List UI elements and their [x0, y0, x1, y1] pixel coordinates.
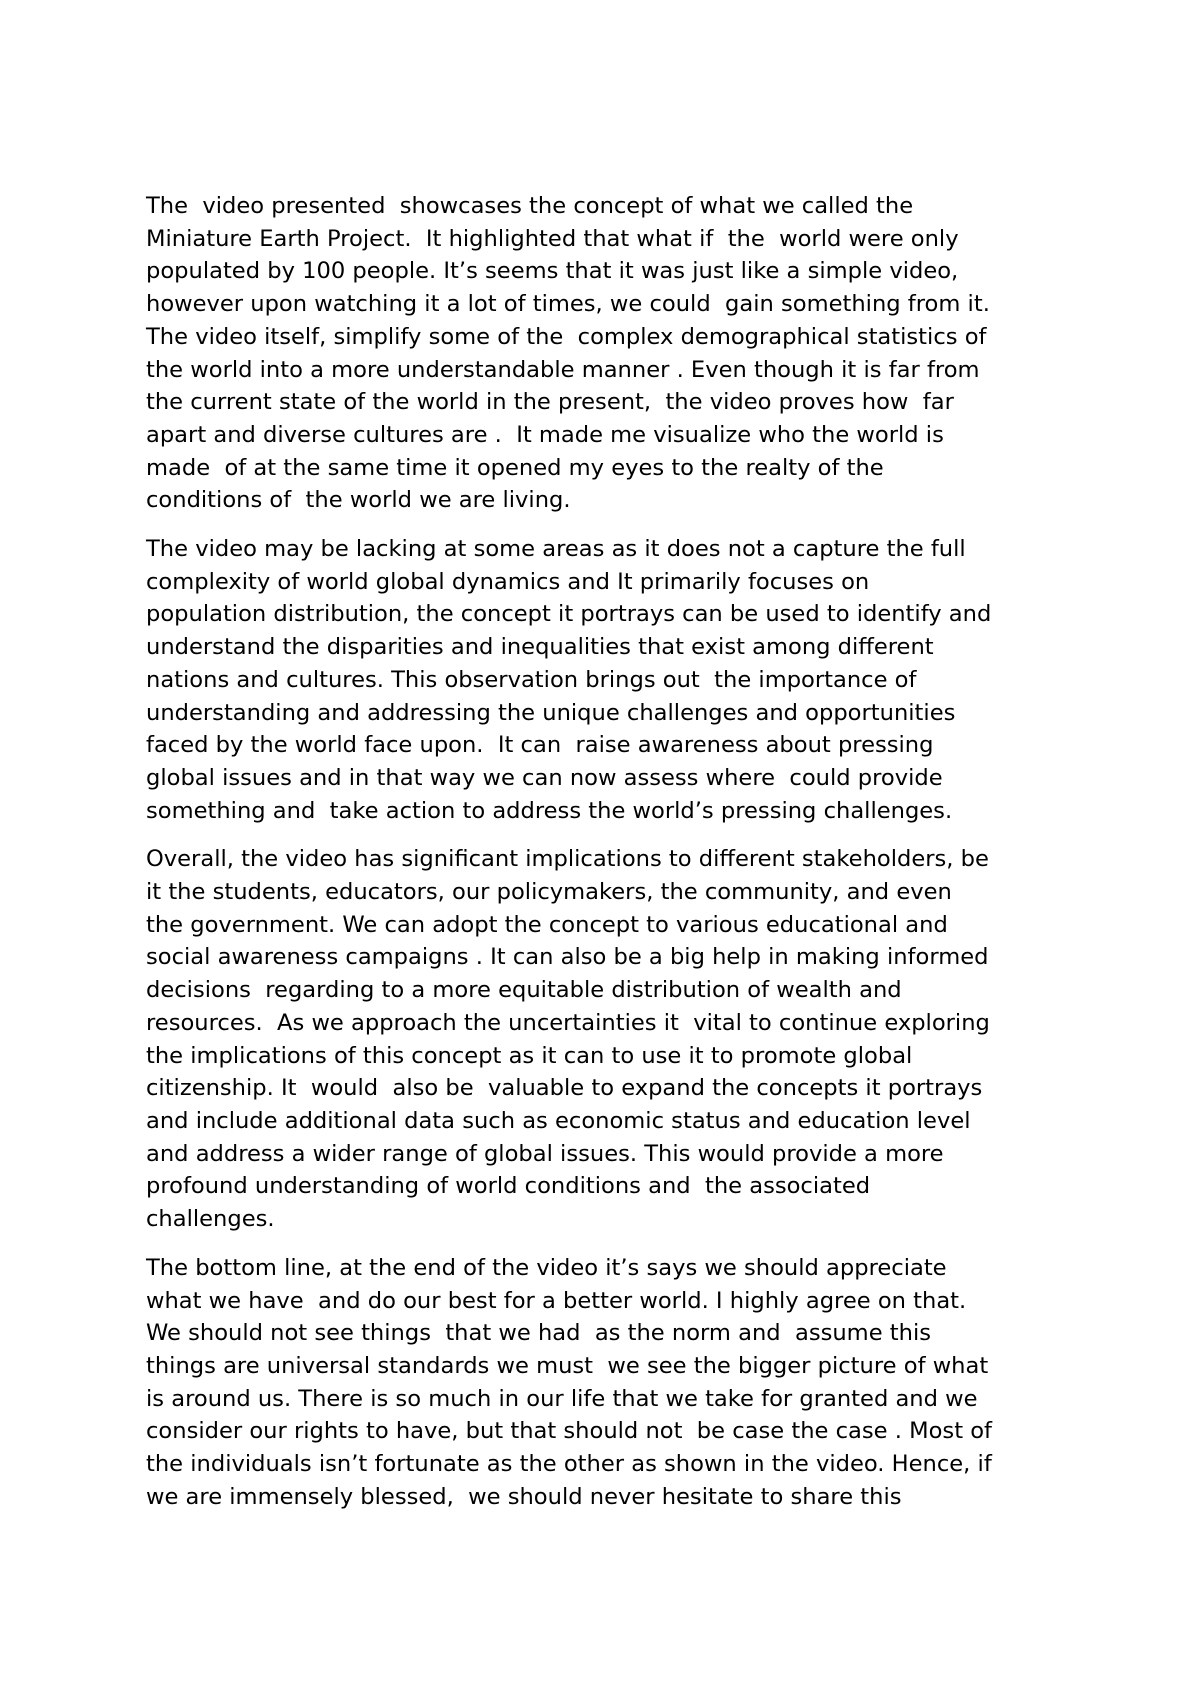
text-line: and address a wider range of global issues. This would provide a more	[146, 1140, 944, 1167]
text-line: challenges.	[146, 1206, 275, 1233]
text-line: and include additional data such as economic status and education level	[146, 1107, 971, 1134]
text-line: We should not see things that we had as the norm and assume this	[146, 1320, 931, 1347]
text-line: something and take action to address the world’s pressing challenges.	[146, 797, 953, 824]
text-line: The video itself, simplify some of the complex demographical statistics of	[146, 323, 987, 350]
paragraph-2	[146, 533, 1076, 827]
text-line: we are immensely blessed, we should never hesitate to share this	[146, 1483, 902, 1510]
text-line: population distribution, the concept it portrays can be used to identify and	[146, 601, 992, 628]
text-line: made of at the same time it opened my eyes to the realty of the	[146, 454, 884, 481]
text-line: populated by 100 people. It’s seems that it was just like a simple video,	[146, 258, 959, 285]
text-line: understanding and addressing the unique challenges and opportunities	[146, 699, 956, 726]
text-line: the world into a more understandable manner . Even though it is far from	[146, 356, 980, 383]
text-line: faced by the world face upon. It can raise awareness about pressing	[146, 732, 934, 759]
text-line: the individuals isn’t fortunate as the other as shown in the video. Hence, if	[146, 1451, 992, 1478]
text-line: conditions of the world we are living.	[146, 487, 571, 514]
text-line: the implications of this concept as it can to use it to promote global	[146, 1042, 913, 1069]
text-line: the government. We can adopt the concept to various educational and	[146, 911, 948, 938]
text-line: apart and diverse cultures are . It made me visualize who the world is	[146, 421, 944, 448]
paragraph-3	[146, 843, 1076, 1235]
text-line: global issues and in that way we can now assess where could provide	[146, 764, 943, 791]
text-line: profound understanding of world conditions and the associated	[146, 1173, 871, 1200]
text-line: is around us. There is so much in our life that we take for granted and we	[146, 1385, 978, 1412]
text-line: nations and cultures. This observation brings out the importance of	[146, 666, 917, 693]
text-line: The video presented showcases the concept of what we called the	[146, 193, 914, 219]
text-line: the current state of the world in the present, the video proves how far	[146, 389, 954, 416]
text-line: what we have and do our best for a better world. I highly agree on that.	[146, 1287, 967, 1314]
text-line: resources. As we approach the uncertainties it vital to continue exploring	[146, 1009, 990, 1036]
text-line: The bottom line, at the end of the video it’s says we should appreciate	[146, 1254, 947, 1281]
text-line: however upon watching it a lot of times, we could gain something from it.	[146, 291, 990, 318]
text-line: understand the disparities and inequalities that exist among different	[146, 634, 934, 661]
document-body	[146, 190, 1076, 1529]
text-line: citizenship. It would also be valuable to expand the concepts it portrays	[146, 1075, 983, 1102]
text-line: The video may be lacking at some areas as it does not a capture the full	[146, 536, 966, 563]
paragraph-4	[146, 1252, 1076, 1514]
text-line: it the students, educators, our policymakers, the community, and even	[146, 879, 952, 906]
text-line: decisions regarding to a more equitable distribution of wealth and	[146, 977, 902, 1004]
text-line: Overall, the video has significant implications to different stakeholders, be	[146, 846, 989, 873]
text-line: complexity of world global dynamics and It primarily focuses on	[146, 568, 870, 595]
text-line: Miniature Earth Project. It highlighted that what if the world were only	[146, 225, 959, 252]
text-line: consider our rights to have, but that should not be case the case . Most of	[146, 1418, 993, 1445]
text-line: things are universal standards we must we see the bigger picture of what	[146, 1352, 989, 1379]
paragraph-1	[146, 190, 1076, 517]
text-line: social awareness campaigns . It can also be a big help in making informed	[146, 944, 989, 971]
